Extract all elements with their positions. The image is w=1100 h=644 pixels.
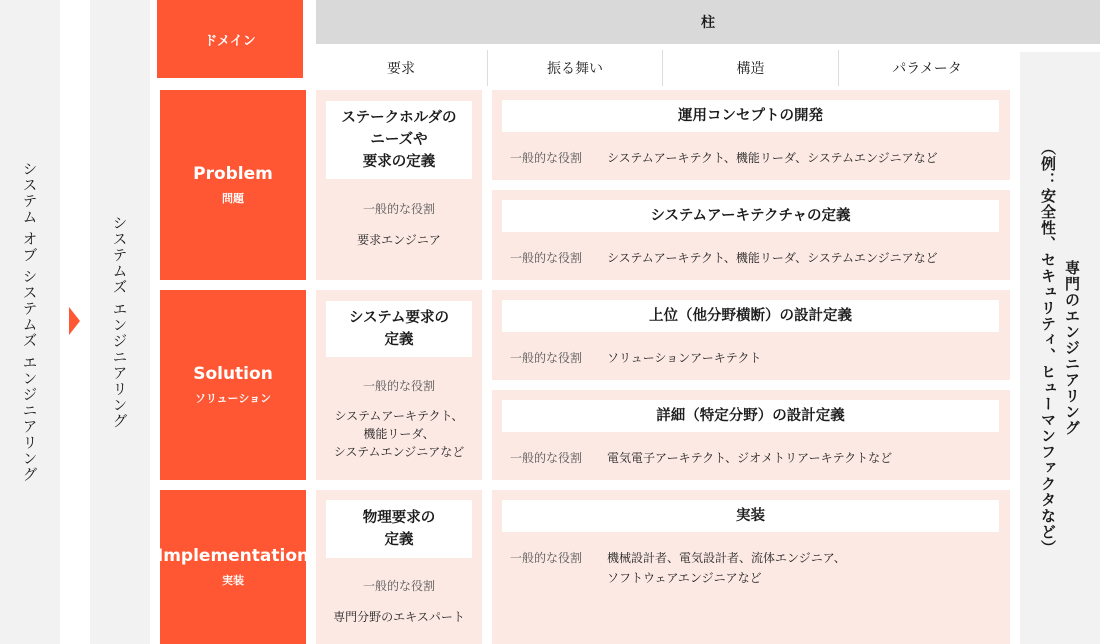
sos-label: システム オブ システムズ エンジニアリング: [20, 161, 39, 483]
role-value: システムエンジニアなど: [333, 445, 465, 459]
role-values: [607, 548, 846, 588]
role-value: システムアーキテクト、機能リーダ、システムエンジニアなど: [607, 151, 938, 165]
row-implementation-header: [156, 490, 310, 644]
role-label: 一般的な役割: [510, 151, 583, 165]
card-ops-concept: [492, 90, 1010, 180]
requirement-box: [326, 101, 472, 179]
sos-column: [0, 0, 60, 644]
specialty-engineering-panel: [1020, 52, 1100, 644]
card-high-level-design: [492, 290, 1010, 380]
requirement-line: システム要求の: [348, 310, 450, 326]
card-title: 上位（他分野横断）の設計定義: [502, 300, 999, 332]
role-value: ソフトウェアエンジニアなど: [607, 571, 762, 585]
role-value: 要求エンジニア: [357, 233, 441, 247]
problem-requirements-cell: [316, 90, 482, 280]
role-value: 専門分野のエキスパート: [333, 610, 465, 624]
role-value: ソリューションアーキテクト: [607, 351, 762, 365]
card-implementation: [492, 490, 1010, 644]
card-title: 詳細（特定分野）の設計定義: [502, 400, 999, 432]
column-header-label: 要求: [387, 61, 415, 77]
card-title: 実装: [502, 500, 999, 532]
row-title: Implementation: [156, 546, 310, 566]
card-architecture: [492, 190, 1010, 280]
column-header-parameters: [839, 50, 1015, 86]
role-value: システムアーキテクト、機能リーダ、システムエンジニアなど: [607, 251, 938, 265]
column-header-requirements: [316, 50, 486, 86]
arrow-right-icon: [69, 307, 80, 335]
role-values: [316, 407, 482, 461]
implementation-requirements-cell: [316, 490, 482, 644]
column-header-label: 構造: [736, 61, 765, 77]
row-title: Solution: [193, 364, 273, 384]
row-subtitle: ソリューション: [194, 392, 272, 405]
row-solution-header: [160, 290, 306, 480]
column-header-label: 振る舞い: [547, 61, 603, 77]
row-subtitle: 問題: [222, 192, 244, 205]
column-header-structure: [663, 50, 838, 86]
card-title: 運用コンセプトの開発: [502, 100, 999, 132]
requirement-line: 要求の定義: [362, 154, 436, 170]
requirement-box: [326, 500, 472, 558]
requirement-box: [326, 301, 472, 357]
domain-header: [157, 0, 303, 78]
column-header-behavior: [488, 50, 662, 86]
requirement-line: 定義: [384, 332, 414, 348]
row-subtitle: 実装: [222, 574, 244, 587]
domain-header-label: ドメイン: [204, 33, 256, 49]
column-header-label: パラメータ: [892, 61, 962, 77]
row-problem-header: [160, 90, 306, 280]
pillar-header-label: 柱: [701, 15, 715, 31]
role-value: 機械設計者、電気設計者、流体エンジニア、: [607, 551, 846, 565]
row-title: Problem: [193, 164, 273, 184]
role-values: [316, 608, 482, 626]
role-label: 一般的な役割: [362, 202, 435, 216]
role-values: [316, 231, 482, 249]
pillar-header: [316, 0, 1100, 44]
role-label: 一般的な役割: [510, 551, 583, 565]
role-label: 一般的な役割: [362, 579, 435, 593]
role-label: 一般的な役割: [510, 251, 583, 265]
role-label: 一般的な役割: [510, 451, 583, 465]
card-title: システムアーキテクチャの定義: [502, 200, 999, 232]
role-label: 一般的な役割: [510, 351, 583, 365]
requirement-line: ステークホルダの: [341, 110, 457, 126]
role-label: 一般的な役割: [362, 379, 435, 393]
specialty-examples: （例：安全性、セキュリティ、ヒューマンファクタなど）: [1039, 140, 1057, 556]
specialty-title: 専門のエンジニアリング: [1063, 260, 1081, 436]
se-label: システムズ エンジニアリング: [110, 215, 129, 429]
solution-requirements-cell: [316, 290, 482, 480]
role-value: 電気電子アーキテクト、ジオメトリアーキテクトなど: [607, 451, 893, 465]
se-column: [90, 0, 150, 644]
requirement-line: 物理要求の: [362, 510, 436, 526]
card-detailed-design: [492, 390, 1010, 480]
requirement-line: 定義: [384, 532, 414, 548]
role-value: システムアーキテクト、: [334, 409, 464, 423]
role-value: 機能リーダ、: [363, 427, 435, 441]
requirement-line: ニーズや: [370, 132, 428, 148]
